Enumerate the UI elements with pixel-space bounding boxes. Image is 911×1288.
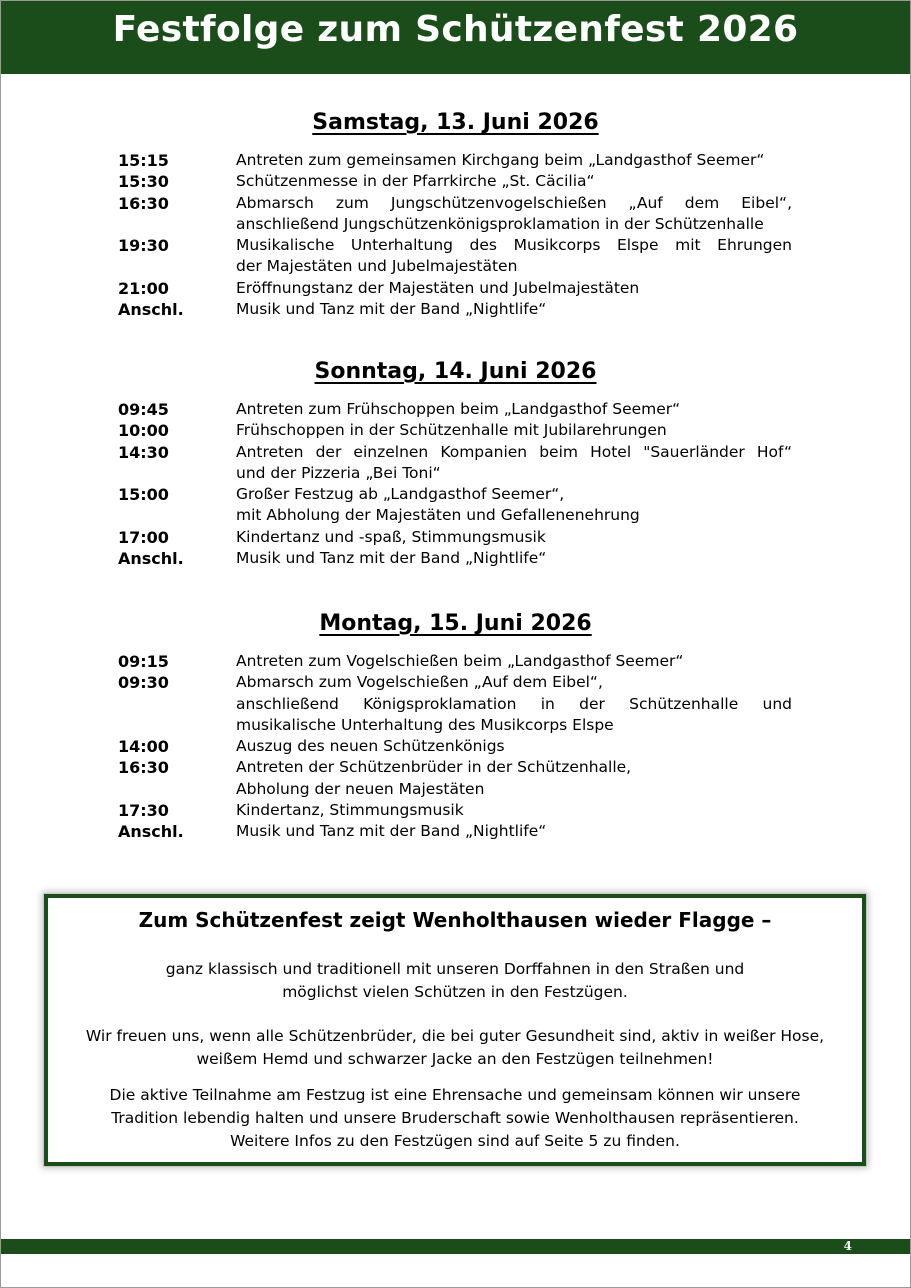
title-bar	[1, 1, 910, 74]
event-line: Frühschoppen in der Schützenhalle mit Jubilarehrungen	[236, 421, 667, 440]
event-time: 17:30	[118, 801, 169, 821]
event-line: Kindertanz und -spaß, Stimmungsmusik	[236, 527, 546, 546]
event-row	[0, 736, 911, 757]
event-time: 16:30	[118, 758, 169, 778]
page-title: Festfolge zum Schützenfest 2026	[112, 8, 799, 50]
event-time: 09:45	[118, 400, 169, 419]
event-row	[0, 821, 911, 842]
event-time: 09:30	[118, 673, 169, 693]
day-section-sunday	[0, 357, 911, 569]
event-line: anschließend Königsproklamation in der Schützenhalle und	[236, 694, 792, 713]
day-heading: Samstag, 13. Juni 2026	[312, 110, 599, 135]
notice-box	[44, 894, 866, 1166]
event-description	[236, 442, 792, 485]
event-time: Anschl.	[118, 822, 184, 842]
event-row	[0, 527, 911, 548]
event-line: Abmarsch zum Jungschützenvogelschießen „Auf dem Eibel“,	[236, 193, 792, 212]
day-section-saturday	[0, 108, 911, 320]
event-description	[236, 171, 792, 192]
event-line: Großer Festzug ab „Landgasthof Seemer“,	[236, 485, 565, 504]
notice-line: möglichst vielen Schützen in den Festzügen.	[282, 983, 628, 1001]
notice-paragraph	[48, 958, 862, 1004]
event-time: 15:15	[118, 151, 169, 170]
event-description	[236, 299, 792, 320]
event-description	[236, 736, 792, 757]
notice-line: Die aktive Teilnahme am Festzug ist eine Ehrensache und gemeinsam können wir unsere	[109, 1086, 801, 1104]
event-description	[236, 821, 792, 842]
event-description	[236, 235, 792, 278]
event-time: 15:30	[118, 172, 169, 192]
event-time: 15:00	[118, 485, 169, 505]
event-description	[236, 800, 792, 821]
event-line: Musik und Tanz mit der Band „Nightlife“	[236, 549, 547, 568]
footer-bar	[1, 1239, 910, 1254]
notice-line: Weitere Infos zu den Festzügen sind auf Seite 5 zu finden.	[230, 1132, 680, 1150]
event-line: Schützenmesse in der Pfarrkirche „St. Cäcilia“	[236, 172, 595, 191]
event-list	[0, 651, 911, 843]
event-row	[0, 651, 911, 672]
event-line: Antreten der einzelnen Kompanien beim Hotel "Sauerländer Hof“	[236, 442, 792, 461]
event-list	[0, 150, 911, 320]
event-time: 17:00	[118, 527, 169, 547]
event-row	[0, 548, 911, 569]
event-list	[0, 399, 911, 569]
event-time: 14:30	[118, 442, 169, 462]
event-row	[0, 235, 911, 278]
event-description	[236, 757, 792, 800]
event-description	[236, 548, 792, 569]
event-row	[0, 150, 911, 171]
event-description	[236, 672, 792, 736]
event-row	[0, 672, 911, 736]
notice-line: Tradition lebendig halten und unsere Bruderschaft sowie Wenholthausen repräsentieren.	[111, 1109, 799, 1127]
event-line: Musik und Tanz mit der Band „Nightlife“	[236, 300, 547, 319]
event-row	[0, 757, 911, 800]
event-line: Antreten zum gemeinsamen Kirchgang beim „Landgasthof Seemer“	[236, 151, 765, 169]
event-description	[236, 420, 792, 441]
day-heading: Sonntag, 14. Juni 2026	[314, 359, 597, 384]
notice-line: weißem Hemd und schwarzer Jacke an den Festzügen teilnehmen!	[196, 1050, 714, 1068]
notice-paragraph	[48, 1084, 862, 1153]
event-line: Antreten zum Frühschoppen beim „Landgasthof Seemer“	[236, 400, 681, 418]
event-row	[0, 278, 911, 299]
event-line: Antreten der Schützenbrüder in der Schützenhalle,	[236, 758, 632, 777]
page-number: 4	[843, 1239, 852, 1253]
event-time: Anschl.	[118, 300, 184, 320]
event-line: Antreten zum Vogelschießen beim „Landgasthof Seemer“	[236, 652, 684, 670]
event-row	[0, 399, 911, 420]
event-description	[236, 484, 792, 527]
event-line: Kindertanz, Stimmungsmusik	[236, 801, 464, 820]
event-row	[0, 193, 911, 236]
day-heading: Montag, 15. Juni 2026	[319, 611, 592, 636]
event-row	[0, 800, 911, 821]
event-line: Auszug des neuen Schützenkönigs	[236, 737, 505, 756]
event-line: der Majestäten und Jubelmajestäten	[236, 257, 518, 276]
event-row	[0, 171, 911, 192]
event-time: 16:30	[118, 193, 169, 213]
event-line: Abholung der neuen Majestäten	[236, 779, 485, 798]
event-row	[0, 442, 911, 485]
event-description	[236, 150, 792, 171]
event-time: 19:30	[118, 236, 169, 256]
notice-paragraph	[48, 1025, 862, 1071]
event-description	[236, 193, 792, 236]
event-line: Musikalische Unterhaltung des Musikcorps Elspe mit Ehrungen	[236, 236, 792, 255]
event-description	[236, 399, 792, 420]
notice-line: ganz klassisch und traditionell mit unseren Dorffahnen in den Straßen und	[165, 960, 745, 978]
event-line: Musik und Tanz mit der Band „Nightlife“	[236, 822, 547, 841]
event-line: Eröffnungstanz der Majestäten und Jubelmajestäten	[236, 278, 640, 297]
day-section-monday	[0, 609, 911, 843]
event-time: 09:15	[118, 652, 169, 671]
event-line: mit Abholung der Majestäten und Gefallenenehrung	[236, 506, 640, 525]
event-row	[0, 299, 911, 320]
event-description	[236, 527, 792, 548]
event-line: anschließend Jungschützenkönigsproklamation in der Schützenhalle	[236, 214, 764, 233]
notice-line: Wir freuen uns, wenn alle Schützenbrüder, die bei guter Gesundheit sind, aktiv in weißer Hose,	[85, 1027, 825, 1045]
event-line: musikalische Unterhaltung des Musikcorps Elspe	[236, 715, 614, 734]
event-description	[236, 278, 792, 299]
event-row	[0, 484, 911, 527]
notice-title: Zum Schützenfest zeigt Wenholthausen wieder Flagge –	[138, 908, 772, 932]
event-time: 14:00	[118, 737, 169, 757]
event-time: 21:00	[118, 278, 169, 298]
event-time: 10:00	[118, 421, 169, 441]
event-row	[0, 420, 911, 441]
event-line: und der Pizzeria „Bei Toni“	[236, 463, 441, 482]
event-line: Abmarsch zum Vogelschießen „Auf dem Eibel“,	[236, 673, 603, 692]
event-time: Anschl.	[118, 549, 184, 569]
event-description	[236, 651, 792, 672]
